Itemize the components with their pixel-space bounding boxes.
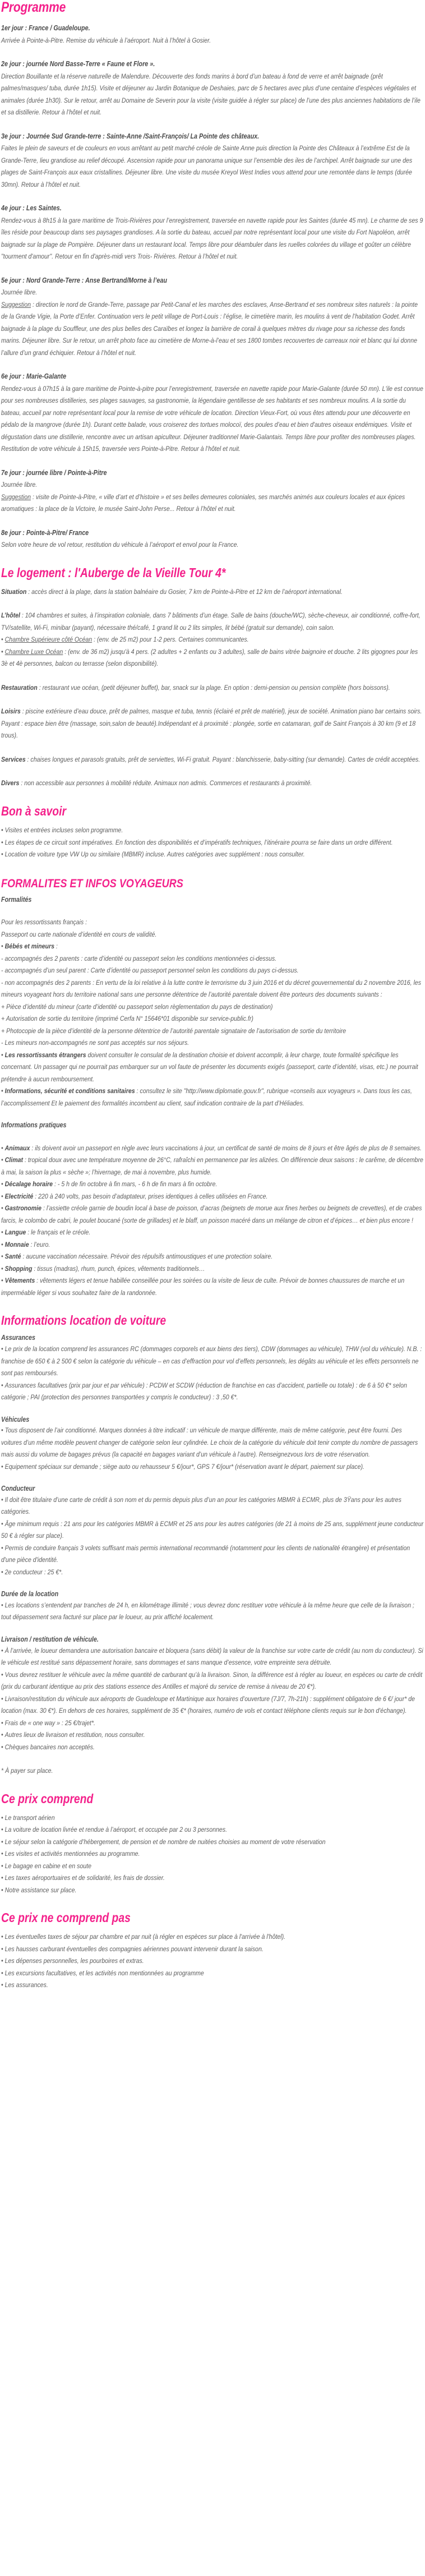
- day-heading: 8e jour : Pointe-à-Pitre/ France: [1, 528, 89, 537]
- list-item-text: Le transport aérien: [4, 1813, 55, 1822]
- list-item-text: À l’arrivée, le loueur demandera une autorisation bancaire et bloquera (sans débit) la valeur de la franchise sur votre carte de crédit (au nom du conducteur). Si le véhicule est restitué sans dépassement horaire, sans dommages et sans manque d’essence, votre empreinte sera détruite.: [1, 1646, 423, 1667]
- list-item: • Notre assistance sur place.: [1, 1886, 77, 1894]
- conducteur-list: [1, 1494, 424, 1579]
- bebes-line: - Les mineurs non-accompagnés ne sont pas acceptés sur nos séjours.: [1, 1039, 190, 1047]
- item-body: : l’euro.: [29, 1240, 50, 1248]
- list-item-text: Livraison/restitution du véhicule aux aéroports de Guadeloupe et Martinique aux horaires d’ouverture (7J/7, 7h-21h) : supplément obligatoire de 6 €/ jour* de location (max. 30 €*). En dehors de ces horaires, supplément de 35 €* (horaires, numéro de vols et contact téléphone clients requis sur le bon d'échange).: [1, 1694, 415, 1715]
- sanitaires-label: Informations, sécurité et conditions sanitaires: [4, 1087, 135, 1095]
- bebes-heading: • Bébés et mineurs :: [1, 942, 58, 951]
- divers-label: Divers: [1, 779, 20, 787]
- list-item: • Autres lieux de livraison et restitution, nous consulter.: [1, 1731, 145, 1739]
- day-heading: 1er jour : France / Guadeloupe.: [1, 24, 90, 33]
- list-item: • Gastronomie : l’assiette créole garnie de boudin local à base de poisson, d’acras (beignets de morue aux fines herbes ou beignets de crevettes), et de crabes farcis, le colombo de cabri, le poulet boucané (sorte de grillades) et le blaff, un poisson macéré dans un mélange de citron et d’épices… et bien plus encore !: [1, 1204, 422, 1224]
- list-item: • Les dépenses personnelles, les pourboires et extras.: [1, 1957, 144, 1965]
- item-label: Décalage horaire: [4, 1180, 53, 1188]
- subsection-title-vehicules: Véhicules: [1, 1415, 30, 1423]
- day-heading: 5e jour : Nord Grande-Terre : Anse Bertrand/Morne à l’eau: [1, 276, 167, 284]
- list-item: • Les taxes aéroportuaires et de solidarité, les frais de dossier.: [1, 1874, 165, 1882]
- subsection-title-assurances: Assurances: [1, 1334, 35, 1342]
- section-title-prix-ne-comprend-pas: Ce prix ne comprend pas: [1, 1910, 131, 1925]
- suggestion-body: : visite de Pointe-à-Pitre, « ville d’art et d’histoire » et ses belles demeures coloniales, ses marchés animés aux couleurs locales et aux épices aromatiques : la place de la Victoire, le musée Saint-John Perse... Retour à l’hôtel et nuit.: [1, 492, 405, 513]
- list-item: • Le prix de la location comprend les assurances RC (dommages corporels et aux biens des tiers), CDW (dommages au véhicule), THW (vol du véhicule). N.B. : franchise de 650 € à 2 500 € selon la catégorie du véhicule – en cas d’effraction pour vol d’effets personnels, les dégâts au véhicule et les effets personnels ne sont pas remboursés.: [1, 1345, 422, 1377]
- list-item: • Vous devrez restituer le véhicule avec la même quantité de carburant qu’à la livraison. Sinon, la différence est à régler au loueur, en espèces ou carte de crédit (prix du carburant identique au prix des stations essence des Antilles et majoré du service de remise à niveau de 20 €*).: [1, 1670, 423, 1691]
- sanitaires-body: : consultez le site "http://www.diplomatie.gouv.fr", rubrique «conseils aux voyageurs ». Dans tous les cas, l’accomplissement Et le paiement des formalités incombent au client, sauf indication contraire de la part d’Héliades.: [1, 1087, 412, 1107]
- subsection-title-infos-pratiques: Informations pratiques: [1, 1121, 67, 1130]
- spacer: [1, 191, 424, 202]
- list-item: • Les assurances.: [1, 1981, 48, 1989]
- list-item-text: Les locations s’entendent par tranches de 24 h, en kilométrage illimité ; vous devrez donc restituer votre véhicule à la même heure que celle de la livraison ; tout dépassement sera facturé sur place par le loueur, au prix affiché localement.: [1, 1601, 414, 1621]
- item-label: Shopping: [4, 1264, 33, 1273]
- section-title-logement: Le logement : l'Auberge de la Vieille Tour 4*: [1, 565, 226, 580]
- list-item-text: Les assurances.: [4, 1981, 48, 1989]
- hotel-body: : 104 chambres et suites, à l’inspiration coloniale, dans 7 bâtiments d’un étage. Salle de bains (douche/WC), sèche-cheveux, air conditionné, coffre-fort, TV/satellite, Wi-Fi, minibar (payant), nécessaire thé/café, 1 grand lit ou 2 lits simples, lit bébé (gratuit sur demande), coin salon.: [1, 611, 421, 632]
- list-item-text: 2e conducteur : 25 €*.: [4, 1568, 63, 1576]
- spacer: [1, 1131, 424, 1142]
- list-item: • Âge minimum requis : 21 ans pour les catégories MBMR à ECMR et 25 ans pour les autres catégories (de 21 à moins de 25 ans, supplément jeune conducteur 50 € à régler sur place).: [1, 1519, 424, 1540]
- list-item-text: Il doit être titulaire d’une carte de crédit à son nom et du permis depuis plus d’un an pour les catégories MBMR à ECMR, plus de 3Ÿans pour les autres catégories.: [1, 1495, 401, 1516]
- spacer: [1, 359, 424, 371]
- item-body: : 220 à 240 volts, pas besoin d’adaptateur, prises identiques à celles utilisées en France.: [33, 1192, 268, 1200]
- list-item: • Langue : le français et le créole.: [1, 1228, 91, 1237]
- list-item: • Frais de « one way » : 25 €/trajet*.: [1, 1718, 96, 1727]
- divers-body: : non accessible aux personnes à mobilité réduite. Animaux non admis. Commerces et restaurants à proximité.: [19, 779, 312, 787]
- list-item-text: Les taxes aéroportuaires et de solidarité, les frais de dossier.: [4, 1874, 165, 1882]
- day-body: Rendez-vous à 07h15 à la gare maritime de Pointe-à-pitre pour l’enregistrement, traversée en navette rapide pour Marie-Galante (durée 50 mn). L'ile est connue pour ses nombreuses distilleries, ses plages sauvages, sa gastronomie, la légendaire gentillesse de ses habitants et ses nombreux moulins. A la sortie du bateau, accueil par notre représentant local pour la remise de votre véhicule de location. Direction Vieux-Fort, où vous êtes attendu pour une découverte en pédalo de la mangrove (durée 1h). Durant cette balade, vous croiserez des tortues molocoï, des poules d’eau et bien d'autres oiseaux endémiques. Visite et dégustation dans une distillerie, rencontre avec un artisan apiculteur. Déjeuner traditionnel Marie-Galantais. Temps libre pour profiter des nombreuses plages. Restitution de votre véhicule à 15h15, traversée vers Pointe-à-Pitre. Retour à l’hôtel et nuit.: [1, 384, 423, 453]
- livraison-list: [1, 1645, 424, 1754]
- list-item: • Electricité : 220 à 240 volts, pas besoin d’adaptateur, prises identiques à celles utilisées en France.: [1, 1192, 268, 1200]
- loisirs-label: Loisirs: [1, 707, 21, 716]
- list-item: • À l’arrivée, le loueur demandera une autorisation bancaire et bloquera (sans débit) la valeur de la franchise sur votre carte de crédit (au nom du conducteur). Si le véhicule est restitué sans dépassement horaire, sans dommages et sans manque d’essence, votre empreinte sera détruite.: [1, 1646, 423, 1667]
- bebes-label: Bébés et mineurs: [4, 942, 54, 951]
- loisirs-paragraph: [1, 706, 424, 742]
- etrangers-paragraph: • Les ressortissants étrangers doivent consulter le consulat de la destination choisie et doivent accomplir, à leur charge, toute formalité spécifique les concernant. Un passager qui ne pourrait pas embarquer sur un vol faute de présenter les documents exigés (passeport, carte d’identité, visas, etc.) ne pourrait prétendre à aucun remboursement.: [1, 1050, 418, 1083]
- item-label: Climat: [4, 1156, 24, 1164]
- room-list: [1, 634, 424, 670]
- day-heading: 2e jour : journée Nord Basse-Terre « Faune et Flore ».: [1, 60, 155, 68]
- bebes-line: - accompagnés des 2 parents : carte d’identité ou passeport selon les conditions mentionnées ci-dessus.: [1, 954, 277, 962]
- list-item-text: La voiture de location livrée et rendue à l’aéroport, et occupée par 2 ou 3 personnes.: [4, 1826, 228, 1834]
- item-label: Animaux: [4, 1144, 30, 1152]
- restauration-paragraph: [1, 682, 424, 694]
- day-body: Direction Bouillante et la réserve naturelle de Malendure. Découverte des fonds marins à bord d’un bateau à fond de verre et arrêt baignade (prêt palmes/masques/ tuba, durée 1h15). Visite et déjeuner au Jardin Botanique de Deshaies, parc de 5 hectares avec plus d’une centaine d’espèces végétales et animales (durée 1h30). Sur le retour, arrêt au Domaine de Severin pour la visite (visite guidée à régler sur place) de l’une des plus anciennes habitations de l’ile et sa distillerie. Retour à l’hôtel et nuit.: [1, 72, 421, 117]
- list-item: • Monnaie : l’euro.: [1, 1240, 50, 1248]
- divers-paragraph: [1, 777, 424, 790]
- prix-comprend-list: [1, 1812, 424, 1897]
- spacer: [1, 1404, 424, 1416]
- list-item-text: Les éventuelles taxes de séjour par chambre et par nuit (à régler en espèces sur place à l'arrivée à l'hôtel).: [4, 1933, 286, 1941]
- subsection-title-formalites: Formalités: [1, 895, 32, 904]
- situation-label: Situation: [1, 587, 27, 596]
- bebes-colon: :: [54, 942, 58, 951]
- item-label: Gastronomie: [4, 1204, 42, 1213]
- list-item: • Il doit être titulaire d’une carte de crédit à son nom et du permis depuis plus d’un an pour les catégories MBMR à ECMR, plus de 3Ÿans pour les autres catégories.: [1, 1495, 401, 1516]
- item-label: Electricité: [4, 1192, 34, 1200]
- suggestion-label: Suggestion: [1, 492, 31, 501]
- bon-a-savoir-list: [1, 824, 424, 861]
- section-title-location-voiture: Informations location de voiture: [1, 1313, 167, 1328]
- list-item-text: Location de voiture type VW Up ou similaire (MBMR) incluse. Autres catégories avec supplément : nous consulter.: [4, 850, 305, 859]
- list-item-text: Âge minimum requis : 21 ans pour les catégories MBMR à ECMR et 25 ans pour les autres catégories (de 21 à moins de 25 ans, supplément jeune conducteur 50 € à régler sur place).: [1, 1519, 424, 1540]
- spacer: [1, 263, 424, 275]
- day-heading: 6e jour : Marie-Galante: [1, 372, 67, 381]
- item-body: : vêtements légers et tenue habillée conseillée pour les soirées ou la visite de lieux de culte. Prévoir de bonnes chaussures de marche et un imperméable léger si vous souhaitez faire de la randonnée.: [1, 1277, 405, 1297]
- suggestion-label: Suggestion: [1, 300, 31, 308]
- subsection-title-duree: Durée de la location: [1, 1590, 59, 1598]
- day-body: Arrivée à Pointe-à-Pitre. Remise du véhicule à l’aéroport. Nuit à l’hôtel à Gosier.: [1, 36, 211, 44]
- list-item: • Le transport aérien: [1, 1813, 55, 1822]
- bebes-line: - non accompagnés des 2 parents : En vertu de la loi relative à la lutte contre le terrorisme du 3 juin 2016 et du décret gouvernemental du 2 novembre 2016, les mineurs voyageant hors du territoire national sans une personne détentrice de l’autorité parentale doivent être porteurs des documents suivants :: [1, 978, 422, 999]
- list-item: • Santé : aucune vaccination nécessaire. Prévoir des répulsifs antimoustiques et une protection solaire.: [1, 1252, 273, 1261]
- list-item: • La voiture de location livrée et rendue à l’aéroport, et occupée par 2 ou 3 personnes.: [1, 1826, 228, 1834]
- list-item: • Permis de conduire français 3 volets suffisant mais permis international recommandé (notamment pour les clients de nationalité étrangère) et présentation d'une pièce d'identité.: [1, 1543, 410, 1564]
- spacer: [1, 598, 424, 610]
- duree-list: [1, 1600, 424, 1624]
- list-item: • Chambre Luxe Océan : (env. de 36 m2) jusqu'à 4 pers. (2 adultes + 2 enfants ou 3 adultes), salle de bains vitrée baignoire et douche. 2 lits gigognes pour les 3è et 4è personnes, balcon ou terrasse (selon disponibilité).: [1, 647, 418, 668]
- footnote: * À payer sur place.: [1, 1767, 53, 1775]
- spacer: [1, 455, 424, 467]
- list-item-text: Equipement spéciaux sur demande ; siège auto ou rehausseur 5 €/jour*, GPS 7 €/jour* (réservation avant le départ, paiement sur place).: [4, 1462, 364, 1471]
- list-item: • Assurances facultatives (prix par jour et par véhicule) : PCDW et SCDW (réduction de franchise en cas d’accident, partielle ou totale) : de 6 à 50 €* selon catégorie ; PAI (protection des personnes transportées y compris le conducteur) : 3 ,50 €*.: [1, 1381, 407, 1402]
- etrangers-body: doivent consulter le consulat de la destination choisie et doivent accomplir, à leur charge, toute formalité spécifique les concernant. Un passager qui ne pourrait pas embarquer sur un vol faute de présenter les documents exigés (passeport, carte d’identité, visas, etc.) ne pourrait prétendre à aucun remboursement.: [1, 1050, 418, 1083]
- day-body: Journée libre.: [1, 288, 38, 297]
- item-body: : - 5 h de fin octobre à fin mars, - 6 h de fin mars à fin octobre.: [53, 1180, 218, 1188]
- room-desc: : (env. de 36 m2) jusqu'à 4 pers. (2 adultes + 2 enfants ou 3 adultes), salle de bains vitrée baignoire et douche. 2 lits gigognes pour les 3è et 4è personnes, balcon ou terrasse (selon disponibilité).: [1, 647, 418, 668]
- room-name: Chambre Luxe Océan: [4, 647, 63, 656]
- services-body: : chaises longues et parasols gratuits, prêt de serviettes, Wi-Fi gratuit. Payant : blanchisserie, baby-sitting (sur demande). Cartes de crédit acceptées.: [25, 755, 421, 763]
- list-item-text: Le séjour selon la catégorie d’hébergement, de pension et de nombre de nuitées choisies au moment de votre réservation: [4, 1837, 326, 1846]
- room-desc: : (env. de 25 m2) pour 1-2 pers. Certaines communicantes.: [92, 635, 249, 644]
- list-item: • Le séjour selon la catégorie d’hébergement, de pension et de nombre de nuitées choisies au moment de votre réservation: [1, 1837, 326, 1846]
- hotel-label: L’hôtel: [1, 611, 20, 620]
- spacer: [1, 47, 424, 58]
- day-suggestion: [1, 491, 424, 515]
- item-label: Vêtements: [4, 1277, 35, 1285]
- bebes-line: + Pièce d’identité du mineur (carte d’identité ou passeport selon règlementation du pays de destination): [1, 1002, 273, 1011]
- etrangers-label: Les ressortissants étrangers: [4, 1050, 86, 1059]
- formalites-intro-2: Passeport ou carte nationale d’identité en cours de validité.: [1, 930, 157, 938]
- spacer: [1, 119, 424, 131]
- list-item-text: Tous disposent de l’air conditionné. Marques données à titre indicatif : un véhicule de marque différente, mais de même catégorie, peut être fourni. Des voitures d’un même modèle peuvent changer de catégorie selon leur cylindrée. Le choix de la catégorie du véhicule doit tenir compte du nombre de passagers mais aussi du volume de bagages prévus (la capacité en bagages variant d’un véhicule à l’autre). Renseignezvous lors de votre réservation.: [1, 1426, 418, 1459]
- list-item: • Location de voiture type VW Up ou similaire (MBMR) incluse. Autres catégories avec supplément : nous consulter.: [1, 850, 305, 859]
- item-body: : tropical doux avec une température moyenne de 26°C, rafraîchi en permanence par les alizées. On différencie deux saisons : le carême, de décembre à mai, la saison la plus « sèche »; l’hivernage, de mai à novembre, plus humide.: [1, 1156, 423, 1176]
- list-item-text: Les visites et activités mentionnées au programme.: [4, 1850, 140, 1858]
- restauration-label: Restauration: [1, 683, 38, 692]
- list-item-text: Notre assistance sur place.: [4, 1886, 77, 1894]
- list-item-text: Les excursions facultatives, et les activités non mentionnées au programme: [4, 1969, 204, 1977]
- list-item: • Les visites et activités mentionnées au programme.: [1, 1850, 140, 1858]
- day-suggestion: [1, 299, 424, 360]
- vehicules-list: [1, 1425, 424, 1473]
- list-item-text: Chèques bancaires non acceptés.: [4, 1743, 95, 1751]
- list-item: • Les étapes de ce circuit sont impératives. En fonction des disponibilités et d’impératifs techniques, l’itinéraire pourra se faire dans un ordre différent.: [1, 838, 393, 846]
- spacer: [1, 742, 424, 754]
- list-item-text: Permis de conduire français 3 volets suffisant mais permis international recommandé (notamment pour les clients de nationalité étrangère) et présentation d'une pièce d'identité.: [1, 1543, 410, 1564]
- spacer: [1, 1473, 424, 1485]
- day-body: Selon votre heure de vol retour, restitution du véhicule à l’aéroport et envol pour la France.: [1, 541, 239, 549]
- subsection-title-livraison: Livraison / restitution de véhicule.: [1, 1635, 99, 1643]
- item-body: : tissus (madras), rhum, punch, épices, vêtements traditionnels…: [32, 1264, 205, 1273]
- room-name: Chambre Supérieure côté Océan: [4, 635, 93, 644]
- spacer: [1, 766, 424, 777]
- subsection-title-conducteur: Conducteur: [1, 1485, 35, 1493]
- list-item: • Le bagage en cabine et en soute: [1, 1861, 91, 1870]
- item-label: Santé: [4, 1252, 21, 1261]
- spacer: [1, 515, 424, 527]
- list-item: • Chambre Supérieure côté Océan : (env. de 25 m2) pour 1-2 pers. Certaines communicantes.: [1, 635, 249, 644]
- item-label: Langue: [4, 1228, 26, 1237]
- list-item: • Shopping : tissus (madras), rhum, punch, épices, vêtements traditionnels…: [1, 1264, 205, 1273]
- list-item: • Les hausses carburant éventuelles des compagnies aériennes pouvant intervenir durant la saison.: [1, 1944, 264, 1953]
- list-item: • Les locations s’entendent par tranches de 24 h, en kilométrage illimité ; vous devrez donc restituer votre véhicule à la même heure que celle de la livraison ; tout dépassement sera facturé sur place par le loueur, au prix affiché localement.: [1, 1601, 414, 1621]
- programme-section: [1, 22, 424, 551]
- situation-body: : accès direct à la plage, dans la station balnéaire du Gosier, 7 km de Pointe-à-Pitre et 12 km de l’aéroport international.: [26, 587, 343, 596]
- day-body: Faites le plein de saveurs et de couleurs en vous arrêtant au petit marché créole de Sainte Anne puis direction la Pointe des Châteaux à l’extrême Est de la Grande-Terre, lieu grandiose au relief découpé. Ascension rapide pour un panorama unique sur l’ensemble des iles de l’archipel. Arrêt baignade sur une des plages de Saint-François aux eaux cristallines. Déjeuner libre. Une visite du musée Kreyol West Indies vous attend pour une remontée dans le temps (durée 30mn). Retour à l’hôtel et nuit.: [1, 144, 413, 188]
- list-item-text: Les étapes de ce circuit sont impératives. En fonction des disponibilités et d’impératifs techniques, l’itinéraire pourra se faire dans un ordre différent.: [4, 838, 393, 846]
- spacer: [1, 905, 424, 916]
- logement-section: [1, 586, 424, 790]
- section-title-bon-a-savoir: Bon à savoir: [1, 803, 66, 818]
- item-label: Monnaie: [4, 1240, 29, 1248]
- suggestion-body: : direction le nord de Grande-Terre, passage par Petit-Canal et les marches des esclaves, Anse-Bertrand et ses nombreux sites naturels : la pointe de la Grande Vigie, la Porte d’Enfer. Continuation vers le petit village de Port-Louis : l’église, le cimetière marin, les moulins à vent de l’habitation Godet. Arrêt baignade à la plage du Souffleur, une des plus belles des Caraïbes et longez la barrière de corail à quelques mètres du rivage pour sa richesse des fonds marins. Déjeuner libre. Sur le retour, un arrêt photo face au cimetière de Morne-à-l’eau et ses 1800 tombes recouvertes de carreaux noir et blanc qui lui donne l’allure d’un grand échiquier. Retour à l’hôtel et nuit.: [1, 300, 418, 357]
- bebes-line: + Autorisation de sortie du territoire (imprimé Cerfa N° 15646*01 disponible sur service-public.fr): [1, 1015, 253, 1023]
- list-item: • Livraison/restitution du véhicule aux aéroports de Guadeloupe et Martinique aux horaires d’ouverture (7J/7, 7h-21h) : supplément obligatoire de 6 €/ jour* de location (max. 30 €*). En dehors de ces horaires, supplément de 35 €* (horaires, numéro de vols et contact téléphone clients requis sur le bon d'échange).: [1, 1694, 415, 1715]
- assurances-list: [1, 1343, 424, 1404]
- section-title-formalites: FORMALITES ET INFOS VOYAGEURS: [1, 877, 183, 890]
- day-heading: 4e jour : Les Saintes.: [1, 204, 62, 213]
- list-item: • Vêtements : vêtements légers et tenue habillée conseillée pour les soirées ou la visite de lieux de culte. Prévoir de bonnes chaussures de marche et un imperméable léger si vous souhaitez faire de la randonnée.: [1, 1277, 405, 1297]
- bebes-line: - accompagnés d’un seul parent : Carte d’identité ou passeport personnel selon les conditions du pays ci-dessus.: [1, 966, 299, 975]
- spacer: [1, 1624, 424, 1635]
- hotel-paragraph: [1, 610, 424, 634]
- item-body: : ils doivent avoir un passeport en règle avec leurs vaccinations à jour, un certificat de santé de moins de 8 jours et être âgés de plus de 8 semaines.: [30, 1144, 422, 1152]
- spacer: [1, 1109, 424, 1121]
- infos-pratiques-list: [1, 1142, 424, 1299]
- list-item: • Equipement spéciaux sur demande ; siège auto ou rehausseur 5 €/jour*, GPS 7 €/jour* (réservation avant le départ, paiement sur place).: [1, 1462, 364, 1471]
- formalites-intro-1: Pour les ressortissants français :: [1, 918, 87, 927]
- list-item: • Animaux : ils doivent avoir un passeport en règle avec leurs vaccinations à jour, un certificat de santé de moins de 8 jours et être âgés de plus de 8 semaines.: [1, 1144, 422, 1152]
- day-heading: 7e jour : journée libre / Pointe-à-Pitre: [1, 468, 107, 477]
- list-item-text: Vous devrez restituer le véhicule avec la même quantité de carburant qu’à la livraison. Sinon, la différence est à régler au loueur, en espèces ou carte de crédit (prix du carburant identique au prix des stations essence des Antilles et majoré du service de remise à niveau de 20 €*).: [1, 1670, 423, 1691]
- bebes-line: + Photocopie de la pièce d’identité de la personne détentrice de l’autorité parentale signataire de l’autorisation de sortie du territoire: [1, 1026, 347, 1035]
- prix-ne-comprend-pas-list: [1, 1931, 424, 1992]
- section-title-prix-comprend: Ce prix comprend: [1, 1791, 94, 1806]
- list-item: • Les excursions facultatives, et les activités non mentionnées au programme: [1, 1969, 204, 1977]
- list-item: • Les éventuelles taxes de séjour par chambre et par nuit (à régler en espèces sur place à l'arrivée à l'hôtel).: [1, 1933, 286, 1941]
- list-item-text: Assurances facultatives (prix par jour et par véhicule) : PCDW et SCDW (réduction de franchise en cas d’accident, partielle ou totale) : de 6 à 50 €* selon catégorie ; PAI (protection des personnes transportées y compris le conducteur) : 3 ,50 €*.: [1, 1381, 407, 1402]
- list-item-text: Les hausses carburant éventuelles des compagnies aériennes pouvant intervenir durant la saison.: [4, 1944, 264, 1953]
- services-label: Services: [1, 755, 26, 763]
- spacer: [1, 694, 424, 706]
- item-body: : l’assiette créole garnie de boudin local à base de poisson, d’acras (beignets de morue aux fines herbes ou beignets de crevettes), et de crabes farcis, le colombo de cabri, le poulet boucané (sorte de grillades) et le blaff, un poisson macéré dans un mélange de citron et d’épices… et bien plus encore !: [1, 1204, 422, 1224]
- list-item-text: Frais de « one way » : 25 €/trajet*.: [4, 1718, 96, 1727]
- list-item: • Décalage horaire : - 5 h de fin octobre à fin mars, - 6 h de fin mars à fin octobre.: [1, 1180, 218, 1188]
- list-item: • Visites et entrées incluses selon programme.: [1, 826, 123, 835]
- day-body: Rendez-vous à 8h15 à la gare maritime de Trois-Rivières pour l’enregistrement, traversée en navette rapide pour les Saintes (durée 45 mn). Le charme de ses 9 îles réside pour beaucoup dans ses paysages grandioses. A la sortie du bateau, accueil par notre représentant local pour une visite du Fort Napoléon, arrêt baignade sur la plage de Pompière. Déjeuner dans un restaurant local. Temps libre pour déambuler dans les ruelles colorées du village et goûter un célèbre "tourment d'amour". Retour en fin d'après-midi vers Trois- Rivières. Retour à l’hôtel et nuit.: [1, 216, 423, 261]
- page-title: Programme: [1, 0, 66, 15]
- item-body: : aucune vaccination nécessaire. Prévoir des répulsifs antimoustiques et une protection solaire.: [21, 1252, 273, 1261]
- list-item: • 2e conducteur : 25 €*.: [1, 1568, 63, 1576]
- day-heading: 3e jour : Journée Sud Grande-terre : Sainte-Anne /Saint-François/ La Pointe des châteaux.: [1, 132, 260, 140]
- list-item-text: Le bagage en cabine et en soute: [4, 1861, 91, 1870]
- day-body: Journée libre.: [1, 481, 38, 489]
- spacer: [1, 1578, 424, 1590]
- list-item: • Chèques bancaires non acceptés.: [1, 1743, 95, 1751]
- list-item-text: Visites et entrées incluses selon programme.: [4, 826, 123, 835]
- list-item-text: Autres lieux de livraison et restitution, nous consulter.: [4, 1731, 145, 1739]
- list-item-text: Les dépenses personnelles, les pourboires et extras.: [4, 1957, 144, 1965]
- sanitaires-paragraph: • Informations, sécurité et conditions sanitaires : consultez le site "http://www.diplomatie.gouv.fr", rubrique «conseils aux voyageurs ». Dans tous les cas, l’accomplissement Et le paiement des formalités incombent au client, sauf indication contraire de la part d’Héliades.: [1, 1087, 412, 1107]
- services-paragraph: [1, 754, 424, 766]
- list-item: • Tous disposent de l’air conditionné. Marques données à titre indicatif : un véhicule de marque différente, mais de même catégorie, peut être fourni. Des voitures d’un même modèle peuvent changer de catégorie selon leur cylindrée. Le choix de la catégorie du véhicule doit tenir compte du nombre de passagers mais aussi du volume de bagages prévus (la capacité en bagages variant d’un véhicule à l’autre). Renseignezvous lors de votre réservation.: [1, 1426, 418, 1459]
- loisirs-body: : piscine extérieure d’eau douce, prêt de palmes, masque et tuba, tennis (éclairé et prêt de matériel), jeux de société. Animation piano bar certains soirs. Payant : espace bien être (massage, soin,salon de beauté).Indépendant et à proximité : plongée, sortie en catamaran, golf de Saint François à 30 km (9 et 18 trous).: [1, 707, 422, 740]
- situation-paragraph: [1, 586, 424, 598]
- spacer: [1, 670, 424, 682]
- list-item-text: Le prix de la location comprend les assurances RC (dommages corporels et aux biens des tiers), CDW (dommages au véhicule), THW (vol du véhicule). N.B. : franchise de 650 € à 2 500 € selon la catégorie du véhicule – en cas d’effraction pour vol d’effets personnels, les dégâts au véhicule et les effets personnels ne sont pas remboursés.: [1, 1345, 422, 1377]
- restauration-body: : restaurant vue océan, (petit déjeuner buffet), bar, snack sur la plage. En option : demi-pension ou pension complète (hors boissons).: [37, 683, 390, 692]
- item-body: : le français et le créole.: [26, 1228, 91, 1237]
- list-item: • Climat : tropical doux avec une température moyenne de 26°C, rafraîchi en permanence par les alizées. On différencie deux saisons : le carême, de décembre à mai, la saison la plus « sèche »; l’hivernage, de mai à novembre, plus humide.: [1, 1156, 423, 1176]
- spacer: [1, 1753, 424, 1765]
